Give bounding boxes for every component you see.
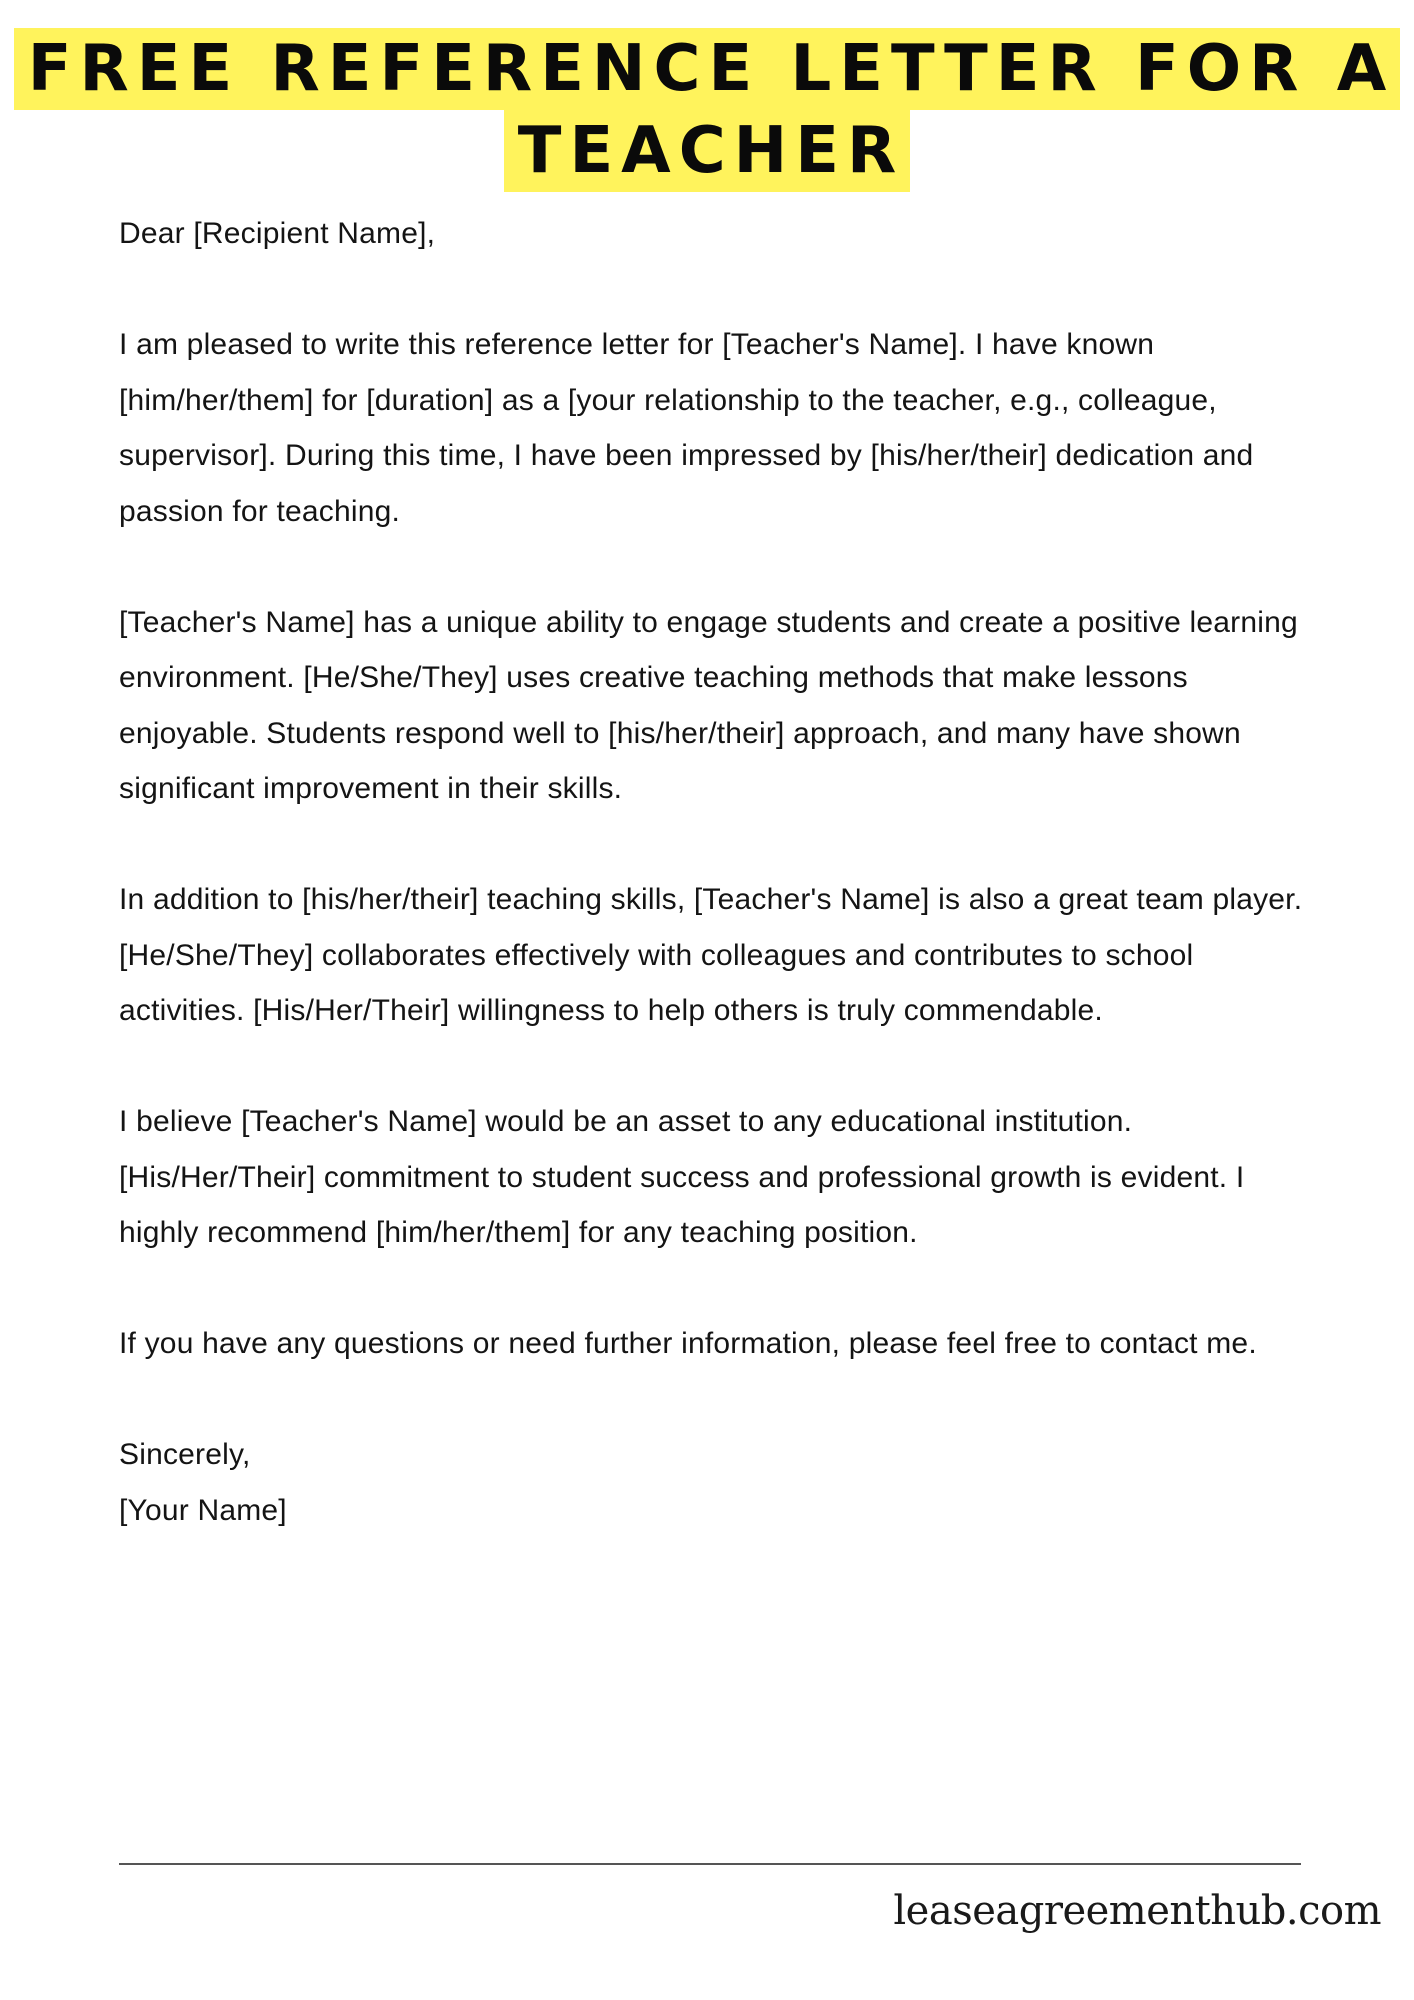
paragraph-recommendation: I believe [Teacher's Name] would be an asset to any educational institution. [His/Her/Their] commitment to student success and professional growth is evident. I highly recommend [him/her/them] for any teaching position. xyxy=(119,1105,1245,1249)
paragraph-intro: I am pleased to write this reference letter for [Teacher's Name]. I have known [him/her/them] for [duration] as a [your relationship to the teacher, e.g., colleague, supervisor]. During this time, I have been impressed by [his/her/their] dedication and passion for teaching. xyxy=(119,328,1254,528)
title-line-2: TEACHER xyxy=(504,110,910,192)
signature: [Your Name] xyxy=(119,1493,287,1527)
paragraph-ability: [Teacher's Name] has a unique ability to engage students and create a positive learning environment. [He/She/They] uses creative teaching methods that make lessons enjoyable. Students respond well to [his/her/their] approach, and many have shown significant improvement in their skills. xyxy=(119,605,1298,805)
closing: Sincerely, xyxy=(119,1438,251,1471)
paragraph-teamwork: In addition to [his/her/their] teaching skills, [Teacher's Name] is also a great team player. [He/She/They] collaborates effectively with colleagues and contributes to school activities. [His/Her/Their] willingness to help others is truly commendable. xyxy=(119,883,1303,1027)
salutation: Dear [Recipient Name], xyxy=(119,217,436,250)
footer-website: leaseagreementhub.com xyxy=(893,1888,1381,1934)
title-line-1: FREE REFERENCE LETTER FOR A xyxy=(14,28,1400,110)
paragraph-contact: If you have any questions or need further information, please feel free to contact me. xyxy=(119,1327,1257,1360)
footer-divider xyxy=(119,1863,1301,1865)
letter-body xyxy=(119,206,1309,1538)
document-title xyxy=(0,28,1414,192)
